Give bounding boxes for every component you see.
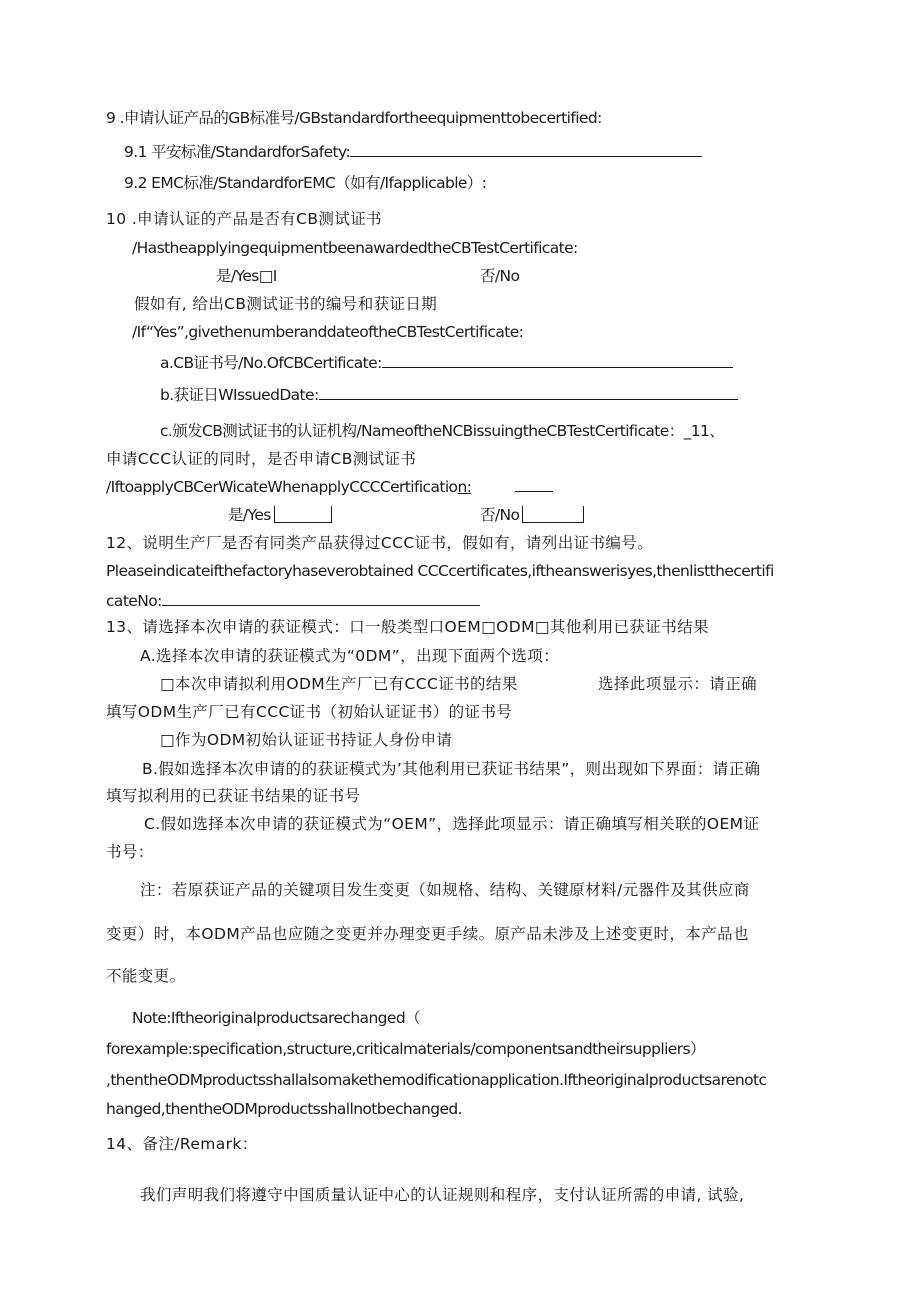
q13-b-cont: 填写拟利用的已获证书结果的证书号 bbox=[106, 787, 361, 805]
q12-en-2: cateNo: bbox=[106, 591, 480, 611]
q13-a1-right: 选择此项显示：请正确 bbox=[598, 675, 758, 693]
q10-yes-option[interactable]: 是/Yes□I bbox=[216, 267, 277, 285]
q10-no-option[interactable]: 否/No bbox=[480, 267, 520, 285]
q13-a1-option[interactable]: □本次申请拟利用ODM生产厂已有CCC证书的结果 bbox=[160, 675, 518, 693]
note-cn-2: 变更）时，本ODM产品也应随之变更并办理变更手续。原产品未涉及上述变更时，本产品也 bbox=[106, 925, 749, 943]
safety-standard-blank[interactable] bbox=[350, 142, 702, 157]
q10-a-line: a.CB证书号/No.OfCBCertificate: bbox=[160, 353, 733, 373]
q10-if-en: /If“Yes”,givethenumberanddateoftheCBTestCertificate: bbox=[132, 323, 524, 341]
q9-safety-line: 9.1 平安标准/StandardforSafety: bbox=[124, 142, 702, 162]
q13-c: C.假如选择本次申请的获证模式为“OEM”，选择此项显示：请正确填写相关联的OEM证 bbox=[144, 815, 760, 833]
declaration-text: 我们声明我们将遵守中国质量认证中心的认证规则和程序，支付认证所需的申请, 试验, bbox=[140, 1186, 745, 1204]
q13-a2-option[interactable]: □作为ODM初始认证证书持证人身份申请 bbox=[160, 731, 453, 749]
q13-c-cont: 书号： bbox=[106, 843, 154, 861]
q10-title-en: /HastheapplyingequipmentbeenawardedtheCBTestCertificate: bbox=[132, 239, 578, 257]
q10-title: 10 .申请认证的产品是否有CB测试证书 bbox=[106, 210, 383, 228]
q12-en-1: Pleaseindicateifthefactoryhaseverobtained CCCcertificates,iftheanswerisyes,thenlistthecertifi bbox=[106, 562, 774, 580]
q11-title-en: /IftoapplyCBCerWicateWhenapplyCCCCertification: bbox=[106, 477, 553, 497]
note-en-2: forexample:specification,structure,criticalmaterials/componentsandtheirsuppliers） bbox=[106, 1040, 705, 1058]
note-cn-3: 不能变更。 bbox=[106, 967, 186, 985]
cb-certificate-number-blank[interactable] bbox=[382, 353, 733, 368]
q11-title: 申请CCC认证的同时，是否申请CB测试证书 bbox=[106, 450, 417, 468]
q10-if-cn: 假如有, 给出CB测试证书的编号和获证日期 bbox=[134, 295, 438, 313]
q11-yes-option[interactable]: 是/Yes bbox=[228, 505, 332, 525]
q11-no-box[interactable] bbox=[522, 506, 584, 523]
q13-a1-cont: 填写ODM生产厂已有CCC证书（初始认证证书）的证书号 bbox=[106, 703, 513, 721]
q13-a: A.选择本次申请的获证模式为“0DM”，出现下面两个选项： bbox=[140, 647, 560, 665]
q9-title: 9 .申请认证产品的GB标准号/GBstandardfortheequipmenttobecertified: bbox=[106, 109, 602, 127]
q11-yes-box[interactable] bbox=[274, 506, 332, 523]
q13-b: B.假如选择本次申请的的获证模式为’其他利用已获证书结果”，则出现如下界面：请正确 bbox=[142, 760, 761, 778]
q9-emc: 9.2 EMC标准/StandardforEMC（如有/Ifapplicable）: bbox=[124, 174, 487, 192]
q10-c-line: c.颁发CB测试证书的认证机构/NameoftheNCBissuingtheCBTestCertificate：_11、 bbox=[160, 422, 725, 440]
note-en-1: Note:Iftheoriginalproductsarechanged（ bbox=[132, 1009, 420, 1027]
q12-title: 12、说明生产厂是否有同类产品获得过CCC证书，假如有，请列出证书编号。 bbox=[106, 534, 654, 552]
issued-date-blank[interactable] bbox=[319, 385, 738, 400]
note-en-3: ,thentheODMproductsshallalsomakethemodificationapplication.Iftheoriginalproductsarenotc bbox=[106, 1071, 767, 1089]
ccc-certificate-number-blank[interactable] bbox=[162, 591, 480, 606]
note-en-4: hanged,thentheODMproductsshallnotbechanged. bbox=[106, 1100, 462, 1118]
note-cn-1: 注：若原获证产品的关键项目发生变更（如规格、结构、关键原材料/元器件及其供应商 bbox=[140, 881, 750, 899]
q11-blank[interactable] bbox=[515, 491, 553, 492]
q10-b-line: b.获证日WIssuedDate: bbox=[160, 385, 738, 405]
q11-no-option[interactable]: 否/No bbox=[480, 505, 584, 525]
q14-title: 14、备注/Remark： bbox=[106, 1135, 258, 1153]
q13-title: 13、请选择本次申请的获证模式：口一般类型口OEM□ODM□其他利用已获证书结果 bbox=[106, 618, 709, 636]
